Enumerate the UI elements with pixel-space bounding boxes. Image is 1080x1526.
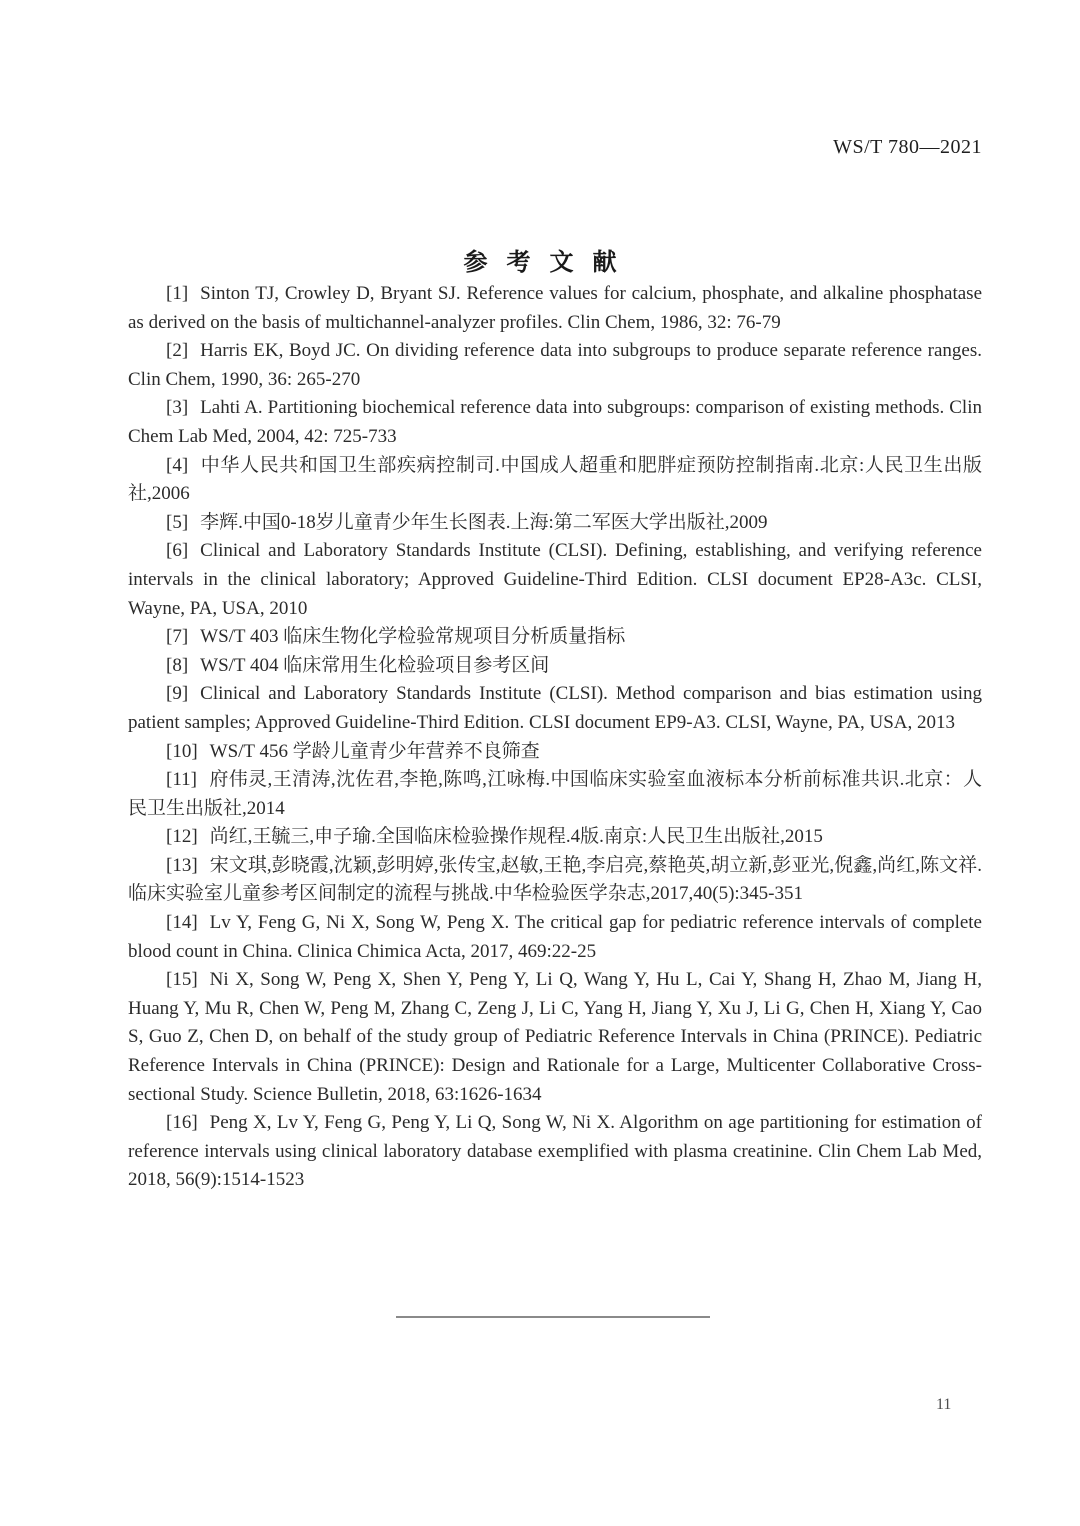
reference-number: [5] xyxy=(166,511,189,533)
reference-text: Ni X, Song W, Peng X, Shen Y, Peng Y, Li Q, Wang Y, Hu L, Cai Y, Shang H, Zhao M, Jiang H, Huang Y, Mu R, Chen W, Peng M, Zhang C, Zeng J, Li C, Yang H, Jiang Y, Xu J, Li G, Chen H, Xiang Y, Cao S, Guo Z, Chen D, on behalf of the study group of Pediatric Reference Intervals in China (PRINCE). Pediatric Reference Intervals in China (PRINCE): Design and Rationale for a Large, Multicenter Collaborative Cross-sectional Study. Science Bulletin, 2018, 63:1626-1634 xyxy=(128,969,982,1105)
reference-number: [7] xyxy=(166,626,189,648)
reference-number: [11] xyxy=(166,769,197,791)
reference-item xyxy=(128,909,982,966)
reference-text: Sinton TJ, Crowley D, Bryant SJ. Reference values for calcium, phosphate, and alkaline phosphatase as derived on the basis of multichannel-analyzer profiles. Clin Chem, 1986, 32: 76-79 xyxy=(128,283,982,333)
reference-number: [16] xyxy=(166,1112,198,1134)
reference-item xyxy=(128,394,982,451)
reference-number: [12] xyxy=(166,826,198,848)
reference-item xyxy=(128,766,982,823)
reference-text: Clinical and Laboratory Standards Institute (CLSI). Defining, establishing, and verifying reference intervals in the clinical laboratory; Approved Guideline-Third Edition. CLSI document EP28-A3c. CLSI, Wayne, PA, USA, 2010 xyxy=(128,540,982,619)
reference-item xyxy=(128,652,982,681)
reference-number: [8] xyxy=(166,654,189,676)
reference-item xyxy=(128,852,982,909)
reference-item xyxy=(128,623,982,652)
reference-item xyxy=(128,738,982,767)
reference-text: 尚红,王毓三,申子瑜.全国临床检验操作规程.4版.南京:人民卫生出版社,2015 xyxy=(209,826,823,848)
reference-text: Harris EK, Boyd JC. On dividing reference data into subgroups to produce separate reference ranges. Clin Chem, 1990, 36: 265-270 xyxy=(128,340,982,390)
page-number: 11 xyxy=(936,1396,952,1413)
reference-number: [14] xyxy=(166,912,198,934)
reference-number: [1] xyxy=(166,283,189,304)
reference-number: [9] xyxy=(166,683,189,705)
reference-number: [10] xyxy=(166,740,198,762)
reference-text: 府伟灵,王清涛,沈佐君,李艳,陈鸣,江咏梅.中国临床实验室血液标本分析前标准共识.北京：人民卫生出版社,2014 xyxy=(128,769,982,819)
reference-text: WS/T 456 学龄儿童青少年营养不良筛查 xyxy=(209,740,540,762)
reference-number: [15] xyxy=(166,969,198,991)
reference-item xyxy=(128,680,982,737)
reference-list xyxy=(128,280,982,1195)
reference-text: WS/T 403 临床生物化学检验常规项目分析质量指标 xyxy=(200,626,626,648)
reference-item xyxy=(128,823,982,852)
standard-code-header: WS/T 780—2021 xyxy=(833,136,982,158)
reference-item xyxy=(128,452,982,509)
reference-text: Peng X, Lv Y, Feng G, Peng Y, Li Q, Song W, Ni X. Algorithm on age partitioning for estimation of reference intervals using clinical laboratory database exemplified with plasma creatinine. Clin Chem Lab Med, 2018, 56(9):1514-1523 xyxy=(128,1112,982,1191)
reference-item xyxy=(128,280,982,337)
reference-number: [6] xyxy=(166,540,189,562)
end-of-document-divider xyxy=(396,1316,710,1318)
reference-item xyxy=(128,337,982,394)
reference-number: [3] xyxy=(166,397,189,419)
reference-item xyxy=(128,966,982,1109)
reference-text: 李辉.中国0-18岁儿童青少年生长图表.上海:第二军医大学出版社,2009 xyxy=(200,511,768,533)
reference-item xyxy=(128,509,982,538)
references-section-title: 参 考 文 献 xyxy=(463,250,617,277)
reference-item xyxy=(128,537,982,623)
reference-number: [4] xyxy=(166,454,189,476)
reference-text: 中华人民共和国卫生部疾病控制司.中国成人超重和肥胖症预防控制指南.北京:人民卫生出版社,2006 xyxy=(128,454,982,505)
reference-number: [13] xyxy=(166,854,198,876)
reference-text: Lv Y, Feng G, Ni X, Song W, Peng X. The critical gap for pediatric reference intervals of complete blood count in China. Clinica Chimica Acta, 2017, 469:22-25 xyxy=(128,912,982,962)
reference-text: Clinical and Laboratory Standards Institute (CLSI). Method comparison and bias estimation using patient samples; Approved Guideline-Third Edition. CLSI document EP9-A3. CLSI, Wayne, PA, USA, 2013 xyxy=(128,683,982,733)
reference-text: WS/T 404 临床常用生化检验项目参考区间 xyxy=(200,654,550,676)
reference-text: Lahti A. Partitioning biochemical reference data into subgroups: comparison of existing methods. Clin Chem Lab Med, 2004, 42: 725-733 xyxy=(128,397,982,447)
reference-text: 宋文琪,彭晓霞,沈颖,彭明婷,张传宝,赵敏,王艳,李启亮,蔡艳英,胡立新,彭亚光,倪鑫,尚红,陈文祥.临床实验室儿童参考区间制定的流程与挑战.中华检验医学杂志,2017,40(5):345-351 xyxy=(128,854,982,905)
reference-number: [2] xyxy=(166,340,189,362)
reference-item xyxy=(128,1109,982,1195)
